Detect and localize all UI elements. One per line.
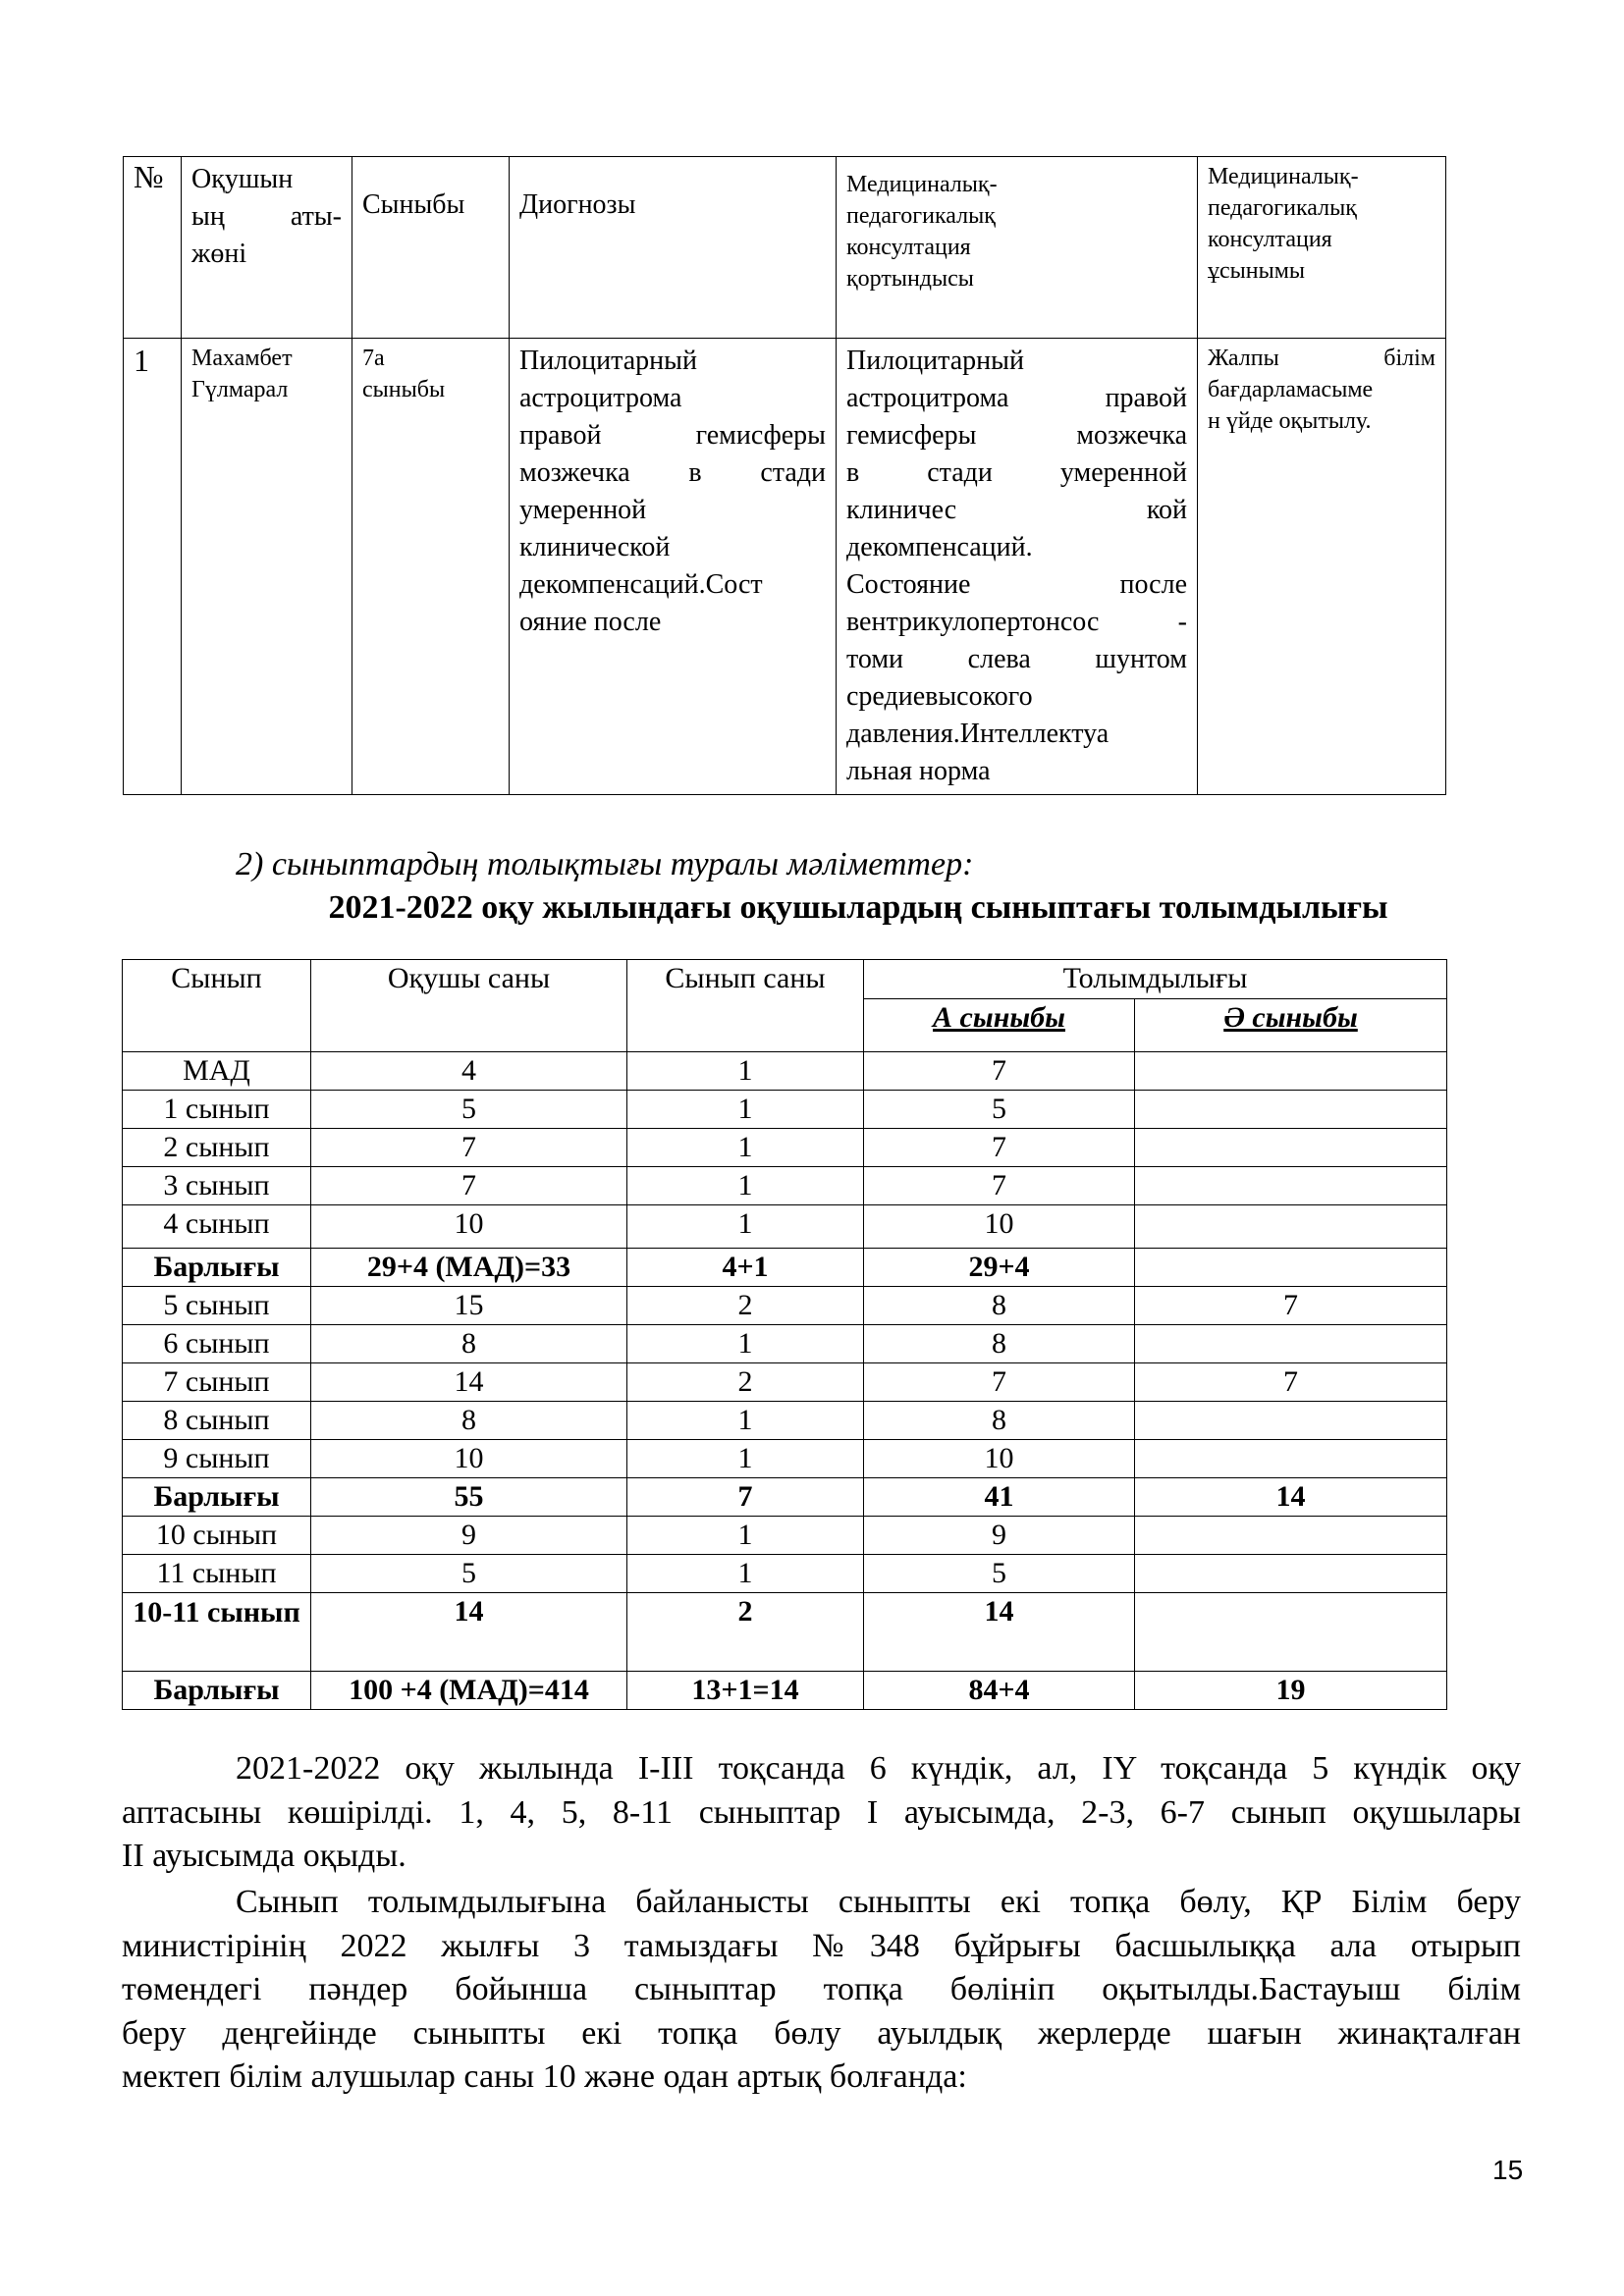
- cell-ae-class: [1135, 1555, 1447, 1593]
- cell-class-count: 2: [627, 1593, 864, 1672]
- cell-a-class: 7: [864, 1363, 1135, 1402]
- cell-class-count: 1: [627, 1167, 864, 1205]
- cell-class-count: 7: [627, 1478, 864, 1517]
- cell-class: 11 сынып: [123, 1555, 311, 1593]
- cell-class-count: 1: [627, 1205, 864, 1249]
- occupancy-row: [123, 1167, 1447, 1205]
- cell-class: 3 сынып: [123, 1167, 311, 1205]
- cell-class-count: 1: [627, 1440, 864, 1478]
- header-ae-class: Ә сыныбы: [1135, 999, 1447, 1052]
- occupancy-row: [123, 1249, 1447, 1287]
- cell-a-class: 10: [864, 1205, 1135, 1249]
- cell-class-count: 1: [627, 1517, 864, 1555]
- table-title: [0, 889, 1624, 927]
- cell-class: Барлығы: [123, 1672, 311, 1710]
- row-diagnosis: Пилоцитарный астроцитрома правой гемисферы мозжечка в стади умеренной клинической декомпенсаций.Сост ояние после: [510, 339, 837, 795]
- cell-ae-class: 7: [1135, 1287, 1447, 1325]
- cell-students: 55: [311, 1478, 627, 1517]
- occupancy-row: [123, 1287, 1447, 1325]
- header-a-class: А сыныбы: [864, 999, 1135, 1052]
- cell-class-count: 1: [627, 1402, 864, 1440]
- cell-ae-class: [1135, 1205, 1447, 1249]
- cell-a-class: 7: [864, 1052, 1135, 1091]
- cell-ae-class: [1135, 1167, 1447, 1205]
- cell-class-count: 2: [627, 1363, 864, 1402]
- cell-a-class: 9: [864, 1517, 1135, 1555]
- header-class-count: Сынып саны: [627, 960, 864, 1052]
- cell-ae-class: [1135, 1440, 1447, 1478]
- cell-class: 6 сынып: [123, 1325, 311, 1363]
- occupancy-row: [123, 1672, 1447, 1710]
- occupancy-table-body: [123, 1052, 1447, 1710]
- cell-a-class: 5: [864, 1091, 1135, 1129]
- cell-students: 14: [311, 1363, 627, 1402]
- cell-class-count: 4+1: [627, 1249, 864, 1287]
- cell-students: 5: [311, 1555, 627, 1593]
- occupancy-row: [123, 1363, 1447, 1402]
- cell-class-count: 1: [627, 1555, 864, 1593]
- cell-class: 4 сынып: [123, 1205, 311, 1249]
- cell-students: 100 +4 (МАД)=414: [311, 1672, 627, 1710]
- diagnosis-table-header-row: [124, 157, 1446, 339]
- occupancy-row: [123, 1091, 1447, 1129]
- header-student-name: Оқушын ың аты- жөні: [182, 157, 352, 339]
- cell-class: 8 сынып: [123, 1402, 311, 1440]
- cell-ae-class: [1135, 1325, 1447, 1363]
- cell-students: 5: [311, 1091, 627, 1129]
- cell-class-count: 1: [627, 1129, 864, 1167]
- cell-students: 4: [311, 1052, 627, 1091]
- cell-class: 10-11 сынып: [123, 1593, 311, 1672]
- class-occupancy-table: [122, 959, 1447, 1710]
- cell-a-class: 8: [864, 1287, 1135, 1325]
- cell-class-count: 1: [627, 1052, 864, 1091]
- row-recommendation: Жалпы білім бағдарламасыме н үйде оқытылу.: [1198, 339, 1446, 795]
- header-pmpk-recommendation: Медициналық- педагогикалық консултация ұсынымы: [1198, 157, 1446, 339]
- cell-ae-class: 19: [1135, 1672, 1447, 1710]
- cell-students: 15: [311, 1287, 627, 1325]
- diagnosis-table-row: [124, 339, 1446, 795]
- cell-class-count: 1: [627, 1091, 864, 1129]
- cell-ae-class: [1135, 1593, 1447, 1672]
- occupancy-row: [123, 1440, 1447, 1478]
- occupancy-header-row: [123, 960, 1447, 999]
- cell-students: 9: [311, 1517, 627, 1555]
- cell-students: 10: [311, 1205, 627, 1249]
- cell-ae-class: [1135, 1517, 1447, 1555]
- cell-students: 29+4 (МАД)=33: [311, 1249, 627, 1287]
- cell-class-count: 1: [627, 1325, 864, 1363]
- diagnosis-table: [123, 156, 1446, 795]
- cell-class: 2 сынып: [123, 1129, 311, 1167]
- header-students: Оқушы саны: [311, 960, 627, 1052]
- row-class: 7а сыныбы: [352, 339, 510, 795]
- cell-class: 5 сынып: [123, 1287, 311, 1325]
- cell-a-class: 84+4: [864, 1672, 1135, 1710]
- cell-students: 14: [311, 1593, 627, 1672]
- page-number: 15: [1492, 2155, 1524, 2185]
- cell-students: 7: [311, 1167, 627, 1205]
- row-number: 1: [124, 339, 182, 795]
- cell-students: 8: [311, 1325, 627, 1363]
- cell-class-count: 2: [627, 1287, 864, 1325]
- cell-ae-class: 7: [1135, 1363, 1447, 1402]
- cell-class: МАД: [123, 1052, 311, 1091]
- cell-class: 10 сынып: [123, 1517, 311, 1555]
- cell-students: 7: [311, 1129, 627, 1167]
- occupancy-row: [123, 1517, 1447, 1555]
- section-subheading: 2) сыныптардың толықтығы туралы мәліметтер:: [236, 846, 974, 882]
- cell-class: Барлығы: [123, 1249, 311, 1287]
- cell-a-class: 10: [864, 1440, 1135, 1478]
- row-conclusion: Пилоцитарный астроцитрома правой гемисферы мозжечка в стади умеренной клиничес кой декомпенсаций. Состояние после вентрикулопертонсос - томи слева шунтом средиевысокого давления.Интеллектуа льная норма: [837, 339, 1198, 795]
- cell-ae-class: [1135, 1052, 1447, 1091]
- cell-students: 10: [311, 1440, 627, 1478]
- paragraph-schedule: 2021-2022 оқу жылында I-III тоқсанда 6 күндік, ал, IY тоқсанда 5 күндік оқу аптасыны көшірілді. 1, 4, 5, 8-11 сыныптар I ауысымда, 2-3, 6-7 сынып оқушылары II ауысымда оқыды.: [122, 1750, 1521, 1874]
- cell-class-count: 13+1=14: [627, 1672, 864, 1710]
- cell-a-class: 8: [864, 1402, 1135, 1440]
- cell-class: Барлығы: [123, 1478, 311, 1517]
- header-class: Сыныбы: [352, 157, 510, 339]
- occupancy-row: [123, 1325, 1447, 1363]
- cell-ae-class: [1135, 1129, 1447, 1167]
- cell-a-class: 8: [864, 1325, 1135, 1363]
- occupancy-row: [123, 1478, 1447, 1517]
- occupancy-row: [123, 1052, 1447, 1091]
- cell-ae-class: [1135, 1249, 1447, 1287]
- header-occupancy: Толымдылығы: [864, 960, 1447, 999]
- cell-a-class: 7: [864, 1167, 1135, 1205]
- cell-a-class: 5: [864, 1555, 1135, 1593]
- occupancy-row: [123, 1205, 1447, 1249]
- cell-ae-class: 14: [1135, 1478, 1447, 1517]
- cell-a-class: 41: [864, 1478, 1135, 1517]
- header-pmpk-conclusion: Медициналық- педагогикалық консултация қортындысы: [837, 157, 1198, 339]
- paragraph-group-division: Сынып толымдылығына байланысты сыныпты екі топқа бөлу, ҚР Білім беру министірінің 2022 жылғы 3 тамыздағы №348 бұйрығы басшылыққа ала отырып төмендегі пәндер бойынша сыныптар топқа бөлініп оқытылды.Бастауыш білім беру деңгейінде сыныпты екі топқа бөлу ауылдық жерлерде шағын жинақталған мектеп білім алушылар саны 10 және одан артық болғанда:: [122, 1884, 1521, 2095]
- cell-a-class: 29+4: [864, 1249, 1135, 1287]
- cell-ae-class: [1135, 1402, 1447, 1440]
- occupancy-row: [123, 1593, 1447, 1672]
- cell-class: 1 сынып: [123, 1091, 311, 1129]
- cell-a-class: 7: [864, 1129, 1135, 1167]
- table-title-text: 2021-2022 оқу жылындағы оқушылардың сыныптағы толымдылығы: [328, 889, 1388, 926]
- header-diagnosis: Диогнозы: [510, 157, 837, 339]
- row-student-name: Махамбет Гүлмарал: [182, 339, 352, 795]
- cell-students: 8: [311, 1402, 627, 1440]
- cell-ae-class: [1135, 1091, 1447, 1129]
- cell-a-class: 14: [864, 1593, 1135, 1672]
- header-class: Сынып: [123, 960, 311, 1052]
- header-number: №: [124, 157, 182, 339]
- cell-class: 7 сынып: [123, 1363, 311, 1402]
- occupancy-row: [123, 1555, 1447, 1593]
- occupancy-row: [123, 1402, 1447, 1440]
- cell-class: 9 сынып: [123, 1440, 311, 1478]
- occupancy-row: [123, 1129, 1447, 1167]
